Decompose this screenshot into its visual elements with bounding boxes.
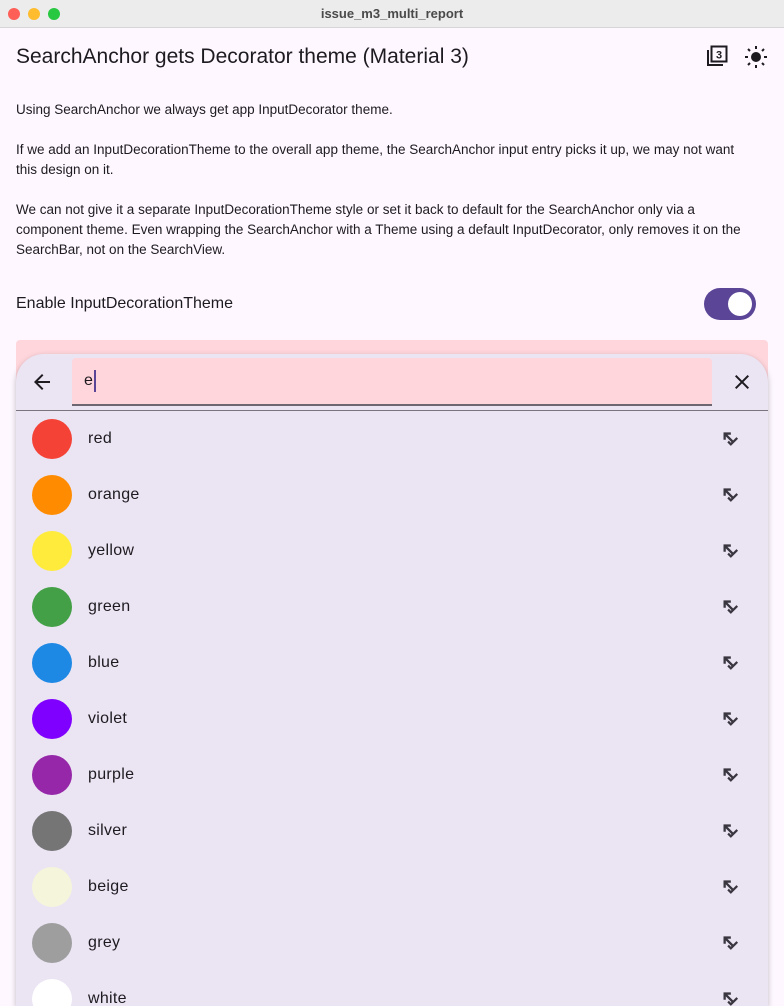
suggestion-item[interactable] [16,411,768,467]
call-made-icon[interactable] [718,818,740,845]
call-made-icon[interactable] [718,986,740,1006]
suggestion-label: silver [88,822,128,839]
suggestion-item[interactable] [16,803,768,859]
suggestion-item[interactable] [16,691,768,747]
call-made-icon[interactable] [718,930,740,957]
suggestion-label: grey [88,934,121,951]
suggestion-label: red [88,430,113,447]
suggestion-label: beige [88,878,129,895]
brightness-icon[interactable] [744,45,768,69]
call-made-icon[interactable] [718,650,740,677]
search-view [16,354,768,1006]
app-bar [0,28,784,86]
suggestion-item[interactable] [16,915,768,971]
suggestion-list [16,411,768,1006]
suggestion-label: orange [88,486,140,503]
suggestion-label: white [88,990,127,1006]
color-avatar [32,811,72,851]
color-avatar [32,531,72,571]
color-avatar [32,475,72,515]
suggestion-item[interactable] [16,859,768,915]
color-avatar [32,755,72,795]
paragraph: We can not give it a separate InputDecorationTheme style or set it back to default for the SearchAnchor only via a component theme. Even wrapping the SearchAnchor with a Theme using a default InputDecorator, only removes it on the SearchBar, not on the SearchView. [16,202,741,257]
paragraph: If we add an InputDecorationTheme to the overall app theme, the SearchAnchor input entry picks it up, we may not want this design on it. [16,142,735,177]
call-made-icon[interactable] [718,426,740,453]
suggestion-item[interactable] [16,971,768,1006]
call-made-icon[interactable] [718,538,740,565]
call-made-icon[interactable] [718,482,740,509]
suggestion-item[interactable] [16,467,768,523]
page-title: SearchAnchor gets Decorator theme (Material 3) [16,45,469,68]
call-made-icon[interactable] [718,706,740,733]
color-avatar [32,867,72,907]
svg-text:3: 3 [715,49,723,62]
suggestion-item[interactable] [16,747,768,803]
minimize-window-button[interactable] [28,8,40,20]
paragraph: Using SearchAnchor we always get app InputDecorator theme. [16,102,393,117]
call-made-icon[interactable] [718,762,740,789]
color-avatar [32,699,72,739]
color-avatar [32,419,72,459]
suggestion-label: violet [88,710,128,727]
material-version-icon[interactable] [704,45,728,69]
suggestion-item[interactable] [16,579,768,635]
search-input-value: e [84,372,93,389]
suggestion-item[interactable] [16,635,768,691]
input-decoration-switch-row[interactable] [16,288,756,320]
description [16,100,756,280]
suggestion-label: green [88,598,131,615]
suggestion-item[interactable] [16,523,768,579]
back-arrow-icon[interactable] [30,370,54,399]
suggestion-label: blue [88,654,120,671]
window-title: issue_m3_multi_report [320,6,464,21]
suggestion-label: purple [88,766,135,783]
search-input[interactable] [72,358,712,406]
call-made-icon[interactable] [718,594,740,621]
clear-icon[interactable] [730,370,754,399]
switch-label: Enable InputDecorationTheme [16,295,234,312]
suggestion-label: yellow [88,542,135,559]
close-window-button[interactable] [8,8,20,20]
color-avatar [32,923,72,963]
color-avatar [32,587,72,627]
maximize-window-button[interactable] [48,8,60,20]
color-avatar [32,979,72,1006]
window-titlebar [0,0,784,28]
color-avatar [32,643,72,683]
input-decoration-switch[interactable] [704,288,756,320]
call-made-icon[interactable] [718,874,740,901]
